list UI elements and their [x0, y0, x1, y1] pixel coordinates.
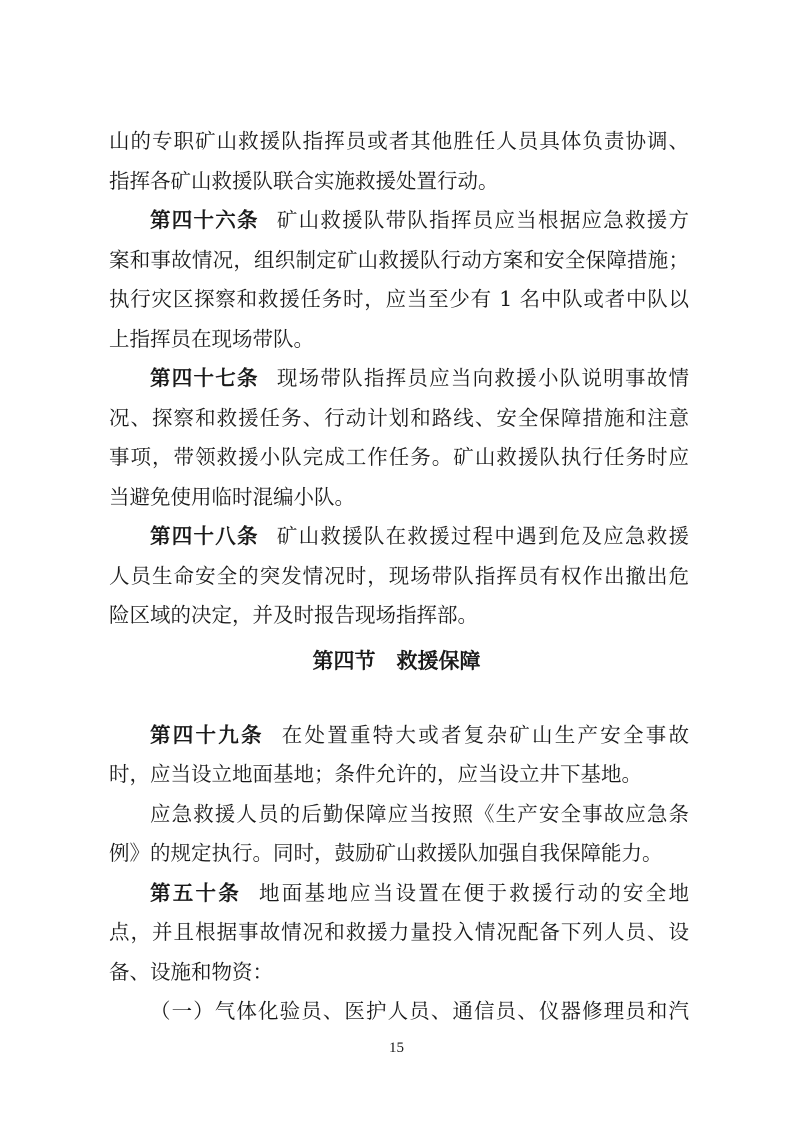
line-text: 备、设施和物资： — [109, 960, 273, 984]
line-text: 例》的规定执行。同时，鼓励矿山救援队加强自我保障能力。 — [109, 841, 663, 865]
line-text: 指挥各矿山救援队联合实施救援处置行动。 — [109, 169, 499, 193]
line-text: 人员生命安全的突发情况时，现场带队指挥员有权作出撤出危 — [109, 564, 689, 588]
line-text: 地面基地应当设置在便于救援行动的安全地 — [259, 881, 689, 905]
article-number: 第四十七条 — [150, 366, 259, 390]
body-text-line — [109, 403, 689, 433]
body-text-line — [109, 482, 689, 512]
line-text: 险区域的决定，并及时报告现场指挥部。 — [109, 603, 478, 627]
body-text-line — [109, 166, 689, 196]
line-text: 当避免使用临时混编小队。 — [109, 485, 355, 509]
line-text: 上指挥员在现场带队。 — [109, 327, 314, 351]
body-text-line — [109, 838, 689, 868]
body-text-line — [109, 917, 689, 947]
line-text: （一）气体化验员、医护人员、通信员、仪器修理员和汽 — [150, 999, 689, 1023]
line-text: 现场带队指挥员应当向救援小队说明事故情 — [276, 366, 689, 390]
line-text: 案和事故情况，组织制定矿山救援队行动方案和安全保障措施； — [109, 248, 689, 272]
line-text: 点，并且根据事故情况和救援力量投入情况配备下列人员、设 — [109, 920, 689, 944]
list-item-line — [150, 996, 689, 1026]
body-text-line — [109, 442, 689, 472]
body-text-line — [109, 600, 689, 630]
body-text-line — [109, 284, 689, 314]
body-text-line — [150, 799, 689, 829]
line-text: 山的专职矿山救援队指挥员或者其他胜任人员具体负责协调、 — [109, 129, 689, 153]
body-text-line — [109, 957, 689, 987]
body-text-line — [109, 126, 689, 156]
article-number: 第四十八条 — [150, 524, 259, 548]
line-text: 在处置重特大或者复杂矿山生产安全事故 — [281, 723, 689, 747]
article-number: 第四十六条 — [150, 208, 259, 232]
body-text-line — [109, 245, 689, 275]
line-text: 矿山救援队带队指挥员应当根据应急救援方 — [276, 208, 689, 232]
article-49-heading-line — [150, 720, 689, 750]
body-text-line — [109, 561, 689, 591]
article-number: 第四十九条 — [150, 723, 264, 747]
article-47-heading-line — [150, 363, 689, 393]
page-number: 15 — [389, 1040, 404, 1056]
article-number: 第五十条 — [150, 881, 241, 905]
line-text: 况、探察和救援任务、行动计划和路线、安全保障措施和注意 — [109, 406, 689, 430]
body-text-line — [109, 324, 689, 354]
line-text: 矿山救援队在救援过程中遇到危及应急救援 — [276, 524, 689, 548]
article-50-heading-line — [150, 878, 689, 908]
line-text: 时，应当设立地面基地；条件允许的，应当设立井下基地。 — [109, 762, 642, 786]
article-48-heading-line — [150, 521, 689, 551]
article-46-heading-line — [150, 205, 689, 235]
section-title: 第四节 救援保障 — [312, 649, 481, 673]
line-text: 执行灾区探察和救援任务时，应当至少有 1 名中队或者中队以 — [109, 287, 689, 311]
line-text: 事项，带领救援小队完成工作任务。矿山救援队执行任务时应 — [109, 445, 689, 469]
body-text-line — [109, 759, 689, 789]
line-text: 应急救援人员的后勤保障应当按照《生产安全事故应急条 — [150, 802, 689, 826]
